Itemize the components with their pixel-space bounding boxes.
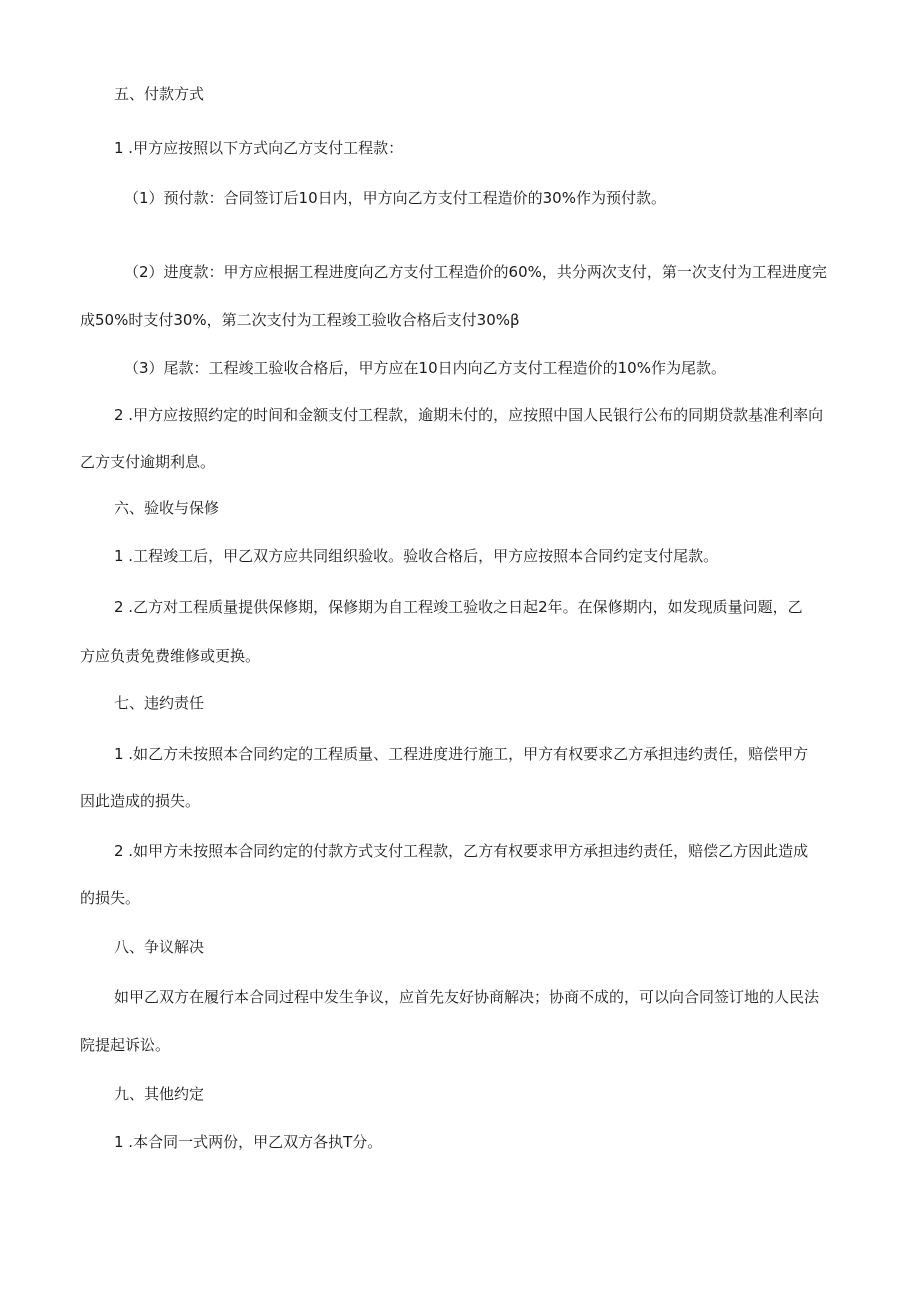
paragraph-subitem: （1）预付款：合同签订后10日内，甲方向乙方支付工程造价的30%作为预付款。 bbox=[124, 189, 666, 207]
section-heading-dispute: 八、争议解决 bbox=[114, 938, 205, 956]
paragraph-item: 2 .乙方对工程质量提供保修期，保修期为自工程竣工验收之日起2年。在保修期内，如发现质量问题，乙 bbox=[114, 598, 803, 616]
paragraph-item: 2 .如甲方未按照本合同约定的付款方式支付工程款，乙方有权要求甲方承担违约责任，赔偿乙方因此造成 bbox=[114, 842, 809, 860]
paragraph-continuation: 乙方支付逾期利息。 bbox=[80, 453, 216, 471]
paragraph-item: 1 .本合同一式两份，甲乙双方各执T分。 bbox=[114, 1133, 383, 1151]
paragraph-item: 2 .甲方应按照约定的时间和金额支付工程款，逾期未付的，应按照中国人民银行公布的同期贷款基准利率向 bbox=[114, 406, 824, 424]
section-heading-acceptance: 六、验收与保修 bbox=[114, 499, 220, 517]
paragraph-item: 1 .工程竣工后，甲乙双方应共同组织验收。验收合格后，甲方应按照本合同约定支付尾款。 bbox=[114, 547, 719, 565]
section-heading-payment: 五、付款方式 bbox=[114, 85, 205, 103]
section-heading-other: 九、其他约定 bbox=[114, 1085, 205, 1103]
paragraph-subitem: （2）进度款：甲方应根据工程进度向乙方支付工程造价的60%，共分两次支付，第一次支付为工程进度完 bbox=[124, 263, 827, 281]
paragraph-text: 如甲乙双方在履行本合同过程中发生争议，应首先友好协商解决；协商不成的，可以向合同签订地的人民法 bbox=[114, 988, 820, 1006]
paragraph-item: 1 .如乙方未按照本合同约定的工程质量、工程进度进行施工，甲方有权要求乙方承担违约责任，赔偿甲方 bbox=[114, 745, 809, 763]
paragraph-continuation: 因此造成的损失。 bbox=[80, 792, 201, 810]
paragraph-continuation: 方应负责免费维修或更换。 bbox=[80, 647, 261, 665]
paragraph-subitem: （3）尾款：工程竣工验收合格后，甲方应在10日内向乙方支付工程造价的10%作为尾款。 bbox=[124, 359, 726, 377]
paragraph-continuation: 院提起诉讼。 bbox=[80, 1036, 171, 1054]
paragraph-continuation: 的损失。 bbox=[80, 889, 141, 907]
section-heading-liability: 七、违约责任 bbox=[114, 694, 205, 712]
paragraph-item: 1 .甲方应按照以下方式向乙方支付工程款： bbox=[114, 139, 404, 157]
paragraph-continuation: 成50%时支付30%，第二次支付为工程竣工验收合格后支付30%β bbox=[80, 311, 520, 329]
